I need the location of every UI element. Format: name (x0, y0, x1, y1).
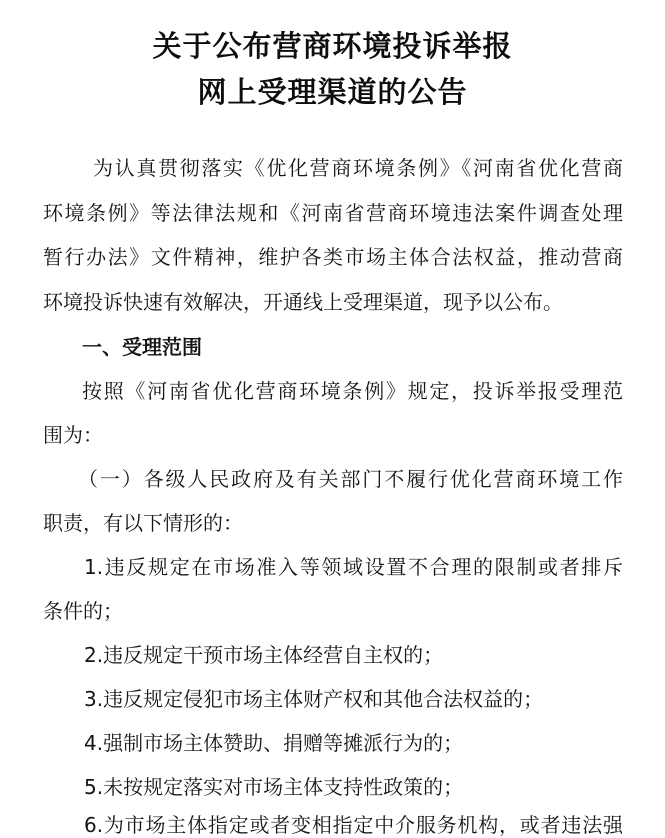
intro-line-4: 环境投诉快速有效解决，开通线上受理渠道，现予以公布。 (43, 290, 563, 314)
section-para-line-2: 围为： (43, 423, 103, 447)
list-item-4: 4.强制市场主体赞助、捐赠等摊派行为的； (84, 731, 464, 755)
subsection-line-1: （一）各级人民政府及有关部门不履行优化营商环境工作 (78, 467, 623, 491)
intro-line-2: 环境条例》等法律法规和《河南省营商环境违法案件调查处理 (43, 201, 623, 225)
list-item-3: 3.违反规定侵犯市场主体财产权和其他合法权益的； (84, 687, 544, 711)
section-heading: 一、受理范围 (82, 335, 202, 359)
intro-line-1: 为认真贯彻落实《优化营商环境条例》《河南省优化营商 (93, 156, 623, 180)
list-item-6-line-1: 6.为市场主体指定或者变相指定中介服务机构，或者违法强 (84, 813, 623, 837)
subsection-line-2: 职责，有以下情形的： (43, 511, 243, 535)
document-title-line-1: 关于公布营商环境投诉举报 (152, 29, 513, 63)
list-item-5: 5.未按规定落实对市场主体支持性政策的； (84, 775, 464, 799)
list-item-1-line-1: 1.违反规定在市场准入等领域设置不合理的限制或者排斥 (84, 555, 623, 579)
list-item-2: 2.违反规定干预市场主体经营自主权的； (84, 643, 444, 667)
section-para-line-1: 按照《河南省优化营商环境条例》规定，投诉举报受理范 (82, 379, 623, 403)
list-item-1-line-2: 条件的； (43, 599, 123, 623)
intro-line-3: 暂行办法》文件精神，维护各类市场主体合法权益，推动营商 (43, 245, 623, 269)
document-title-line-2: 网上受理渠道的公告 (197, 75, 468, 109)
